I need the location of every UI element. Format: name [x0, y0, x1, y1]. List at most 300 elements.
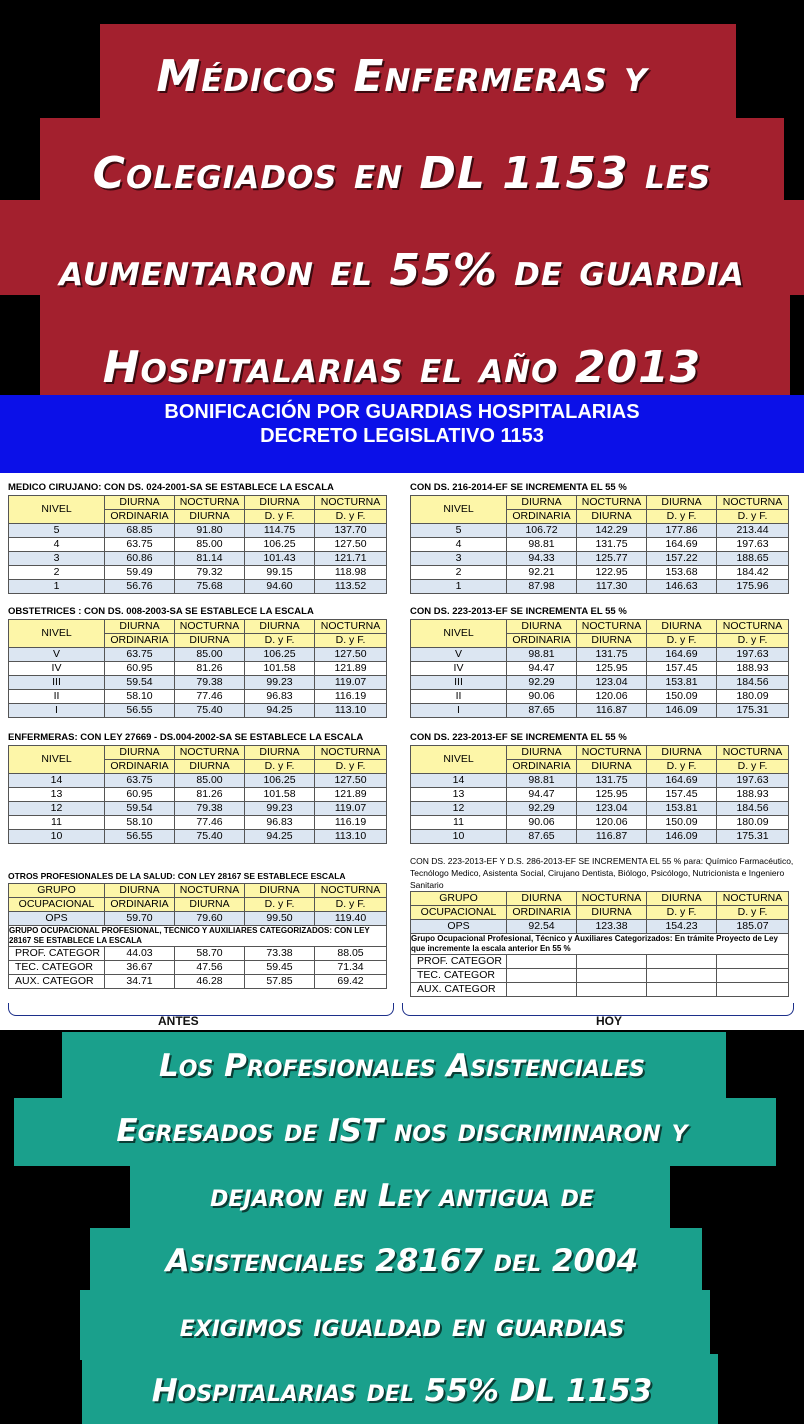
value-cell: 123.04 — [577, 802, 647, 816]
column-header: NOCTURNA — [577, 746, 647, 760]
value-cell: 99.50 — [245, 912, 315, 926]
column-header: DIURNA — [647, 746, 717, 760]
value-cell: 131.75 — [577, 648, 647, 662]
value-cell: 85.00 — [175, 774, 245, 788]
value-cell: 88.05 — [315, 947, 387, 961]
column-header: NIVEL — [411, 620, 507, 648]
level-cell: 12 — [411, 802, 507, 816]
data-table — [8, 883, 387, 989]
table-row — [411, 662, 789, 676]
column-header: DIURNA — [175, 510, 245, 524]
column-header: ORDINARIA — [105, 898, 175, 912]
value-cell: 56.76 — [105, 580, 175, 594]
value-cell: 106.25 — [245, 648, 315, 662]
table-row — [9, 538, 387, 552]
category-row — [9, 961, 387, 975]
data-table — [8, 495, 387, 594]
value-cell: 184.56 — [717, 802, 789, 816]
level-cell: 11 — [9, 816, 105, 830]
value-cell: 60.95 — [105, 662, 175, 676]
value-cell: 69.42 — [315, 975, 387, 989]
column-header: DIURNA — [577, 634, 647, 648]
table-row — [411, 704, 789, 718]
column-header: DIURNA — [507, 620, 577, 634]
table-medico-antes — [8, 481, 387, 594]
value-cell: 71.34 — [315, 961, 387, 975]
category-row — [411, 969, 789, 983]
table-row — [411, 816, 789, 830]
level-cell: 1 — [411, 580, 507, 594]
value-cell: 56.55 — [105, 830, 175, 844]
value-cell: 113.10 — [315, 830, 387, 844]
level-cell: 10 — [411, 830, 507, 844]
column-header: NIVEL — [9, 496, 105, 524]
column-header: ORDINARIA — [105, 760, 175, 774]
value-cell: 146.09 — [647, 830, 717, 844]
column-header: DIURNA — [245, 884, 315, 898]
table-row — [9, 552, 387, 566]
value-cell: 153.81 — [647, 676, 717, 690]
value-cell: 101.58 — [245, 662, 315, 676]
value-cell: 47.56 — [175, 961, 245, 975]
header-row — [9, 884, 387, 898]
value-cell: 77.46 — [175, 816, 245, 830]
column-header: ORDINARIA — [507, 634, 577, 648]
value-cell — [577, 955, 647, 969]
table-enfermeras-hoy — [410, 731, 789, 844]
table-body — [9, 524, 387, 594]
table-row — [9, 648, 387, 662]
table-row — [411, 648, 789, 662]
value-cell: 81.14 — [175, 552, 245, 566]
column-header: DIURNA — [175, 898, 245, 912]
level-cell: 13 — [411, 788, 507, 802]
value-cell — [507, 969, 577, 983]
value-cell: 122.95 — [577, 566, 647, 580]
table-body — [411, 920, 789, 997]
subhead-cell: GRUPO OCUPACIONAL PROFESIONAL, TECNICO Y AUXILIARES CATEGORIZADOS: CON LEY 28167 SE ESTABLECE LA ESCALA — [9, 926, 387, 947]
top-banner — [0, 0, 804, 395]
value-cell: 59.70 — [105, 912, 175, 926]
header-row — [411, 906, 789, 920]
table-header — [411, 892, 789, 920]
value-cell: 123.38 — [577, 920, 647, 934]
value-cell: 150.09 — [647, 816, 717, 830]
table-body — [411, 524, 789, 594]
column-header: NOCTURNA — [175, 746, 245, 760]
value-cell: 56.55 — [105, 704, 175, 718]
column-header: NIVEL — [411, 746, 507, 774]
category-row — [411, 955, 789, 969]
value-cell: 87.65 — [507, 830, 577, 844]
table-body — [411, 774, 789, 844]
value-cell: 121.71 — [315, 552, 387, 566]
value-cell: 117.30 — [577, 580, 647, 594]
value-cell: 157.45 — [647, 662, 717, 676]
column-header: ORDINARIA — [507, 906, 577, 920]
value-cell: 116.19 — [315, 690, 387, 704]
level-cell: I — [411, 704, 507, 718]
subhead-cell: Grupo Ocupacional Profesional, Técnico y Auxiliares Categorizados: En trámite Proyecto de Ley que incremente la escala anterior En 55 % — [411, 934, 789, 955]
column-header: DIURNA — [647, 496, 717, 510]
value-cell: 90.06 — [507, 690, 577, 704]
hoy-label: HOY — [596, 1014, 623, 1028]
value-cell: 60.95 — [105, 788, 175, 802]
category-label: PROF. CATEGOR — [9, 947, 105, 961]
table-row — [411, 524, 789, 538]
value-cell: 131.75 — [577, 538, 647, 552]
value-cell: 125.95 — [577, 788, 647, 802]
level-cell: 4 — [9, 538, 105, 552]
level-cell: 14 — [9, 774, 105, 788]
value-cell: 114.75 — [245, 524, 315, 538]
column-header: NOCTURNA — [577, 496, 647, 510]
top-line: Colegiados en DL 1153 les — [92, 148, 712, 199]
value-cell: 188.93 — [717, 788, 789, 802]
column-header: D. y F. — [717, 634, 789, 648]
column-header: NOCTURNA — [577, 892, 647, 906]
header-subtitle: DECRETO LEGISLATIVO 1153 — [260, 425, 544, 447]
header-row — [9, 898, 387, 912]
value-cell: 68.85 — [105, 524, 175, 538]
category-row — [9, 975, 387, 989]
bottom-line: dejaron en Ley antigua de — [210, 1178, 594, 1214]
level-cell: 12 — [9, 802, 105, 816]
value-cell — [577, 983, 647, 997]
column-header: DIURNA — [175, 760, 245, 774]
table-caption: OTROS PROFESIONALES DE LA SALUD: CON LEY 28167 SE ESTABLECE ESCALA — [8, 871, 346, 881]
table-otros-hoy — [410, 855, 794, 997]
value-cell: 87.98 — [507, 580, 577, 594]
table-enfermeras-antes — [8, 731, 387, 844]
table-row — [411, 552, 789, 566]
column-header: DIURNA — [507, 496, 577, 510]
column-header: NOCTURNA — [717, 892, 789, 906]
table-row — [411, 788, 789, 802]
value-cell: 184.56 — [717, 676, 789, 690]
column-header: ORDINARIA — [507, 760, 577, 774]
category-row — [411, 983, 789, 997]
column-header: D. y F. — [245, 898, 315, 912]
level-cell: 2 — [9, 566, 105, 580]
level-cell: 3 — [9, 552, 105, 566]
column-header: ORDINARIA — [507, 510, 577, 524]
level-cell: 13 — [9, 788, 105, 802]
level-cell: V — [9, 648, 105, 662]
column-header: ORDINARIA — [105, 510, 175, 524]
level-cell: 5 — [9, 524, 105, 538]
value-cell: 94.33 — [507, 552, 577, 566]
top-line: Médicos Enfermeras y — [156, 51, 648, 102]
value-cell: 127.50 — [315, 648, 387, 662]
table-row — [411, 538, 789, 552]
table-row — [9, 816, 387, 830]
value-cell: 175.96 — [717, 580, 789, 594]
table-row — [9, 912, 387, 926]
value-cell: 120.06 — [577, 690, 647, 704]
table-row — [411, 566, 789, 580]
table-row — [9, 676, 387, 690]
table-row — [9, 802, 387, 816]
value-cell: 213.44 — [717, 524, 789, 538]
level-cell: III — [9, 676, 105, 690]
category-label: AUX. CATEGOR — [9, 975, 105, 989]
table-caption: ENFERMERAS: CON LEY 27669 - DS.004-2002-SA SE ESTABLECE LA ESCALA — [8, 732, 364, 743]
value-cell: 175.31 — [717, 830, 789, 844]
value-cell: 121.89 — [315, 662, 387, 676]
value-cell: 94.60 — [245, 580, 315, 594]
value-cell: 75.40 — [175, 704, 245, 718]
level-cell: IV — [9, 662, 105, 676]
table-caption: OBSTETRICES : CON DS. 008-2003-SA SE ESTABLECE LA ESCALA — [8, 606, 314, 617]
value-cell — [507, 955, 577, 969]
value-cell: 79.32 — [175, 566, 245, 580]
table-caption: CON DS. 216-2014-EF SE INCREMENTA EL 55 % — [410, 482, 627, 493]
value-cell: 113.52 — [315, 580, 387, 594]
value-cell: 59.49 — [105, 566, 175, 580]
value-cell: 188.93 — [717, 662, 789, 676]
value-cell: 157.22 — [647, 552, 717, 566]
value-cell: 121.89 — [315, 788, 387, 802]
column-header: DIURNA — [245, 620, 315, 634]
level-cell: II — [411, 690, 507, 704]
value-cell — [717, 955, 789, 969]
table-obstetrices-antes — [8, 605, 387, 718]
value-cell: 154.23 — [647, 920, 717, 934]
table-row — [9, 690, 387, 704]
value-cell: 131.75 — [577, 774, 647, 788]
value-cell: 123.04 — [577, 676, 647, 690]
value-cell: 79.38 — [175, 802, 245, 816]
column-header: DIURNA — [245, 746, 315, 760]
table-row — [9, 566, 387, 580]
category-label: AUX. CATEGOR — [411, 983, 507, 997]
antes-brace — [8, 1003, 394, 1016]
table-body — [9, 648, 387, 718]
table-body — [9, 774, 387, 844]
column-header: D. y F. — [717, 906, 789, 920]
table-row — [9, 774, 387, 788]
column-header: NOCTURNA — [315, 496, 387, 510]
header-title: BONIFICACIÓN POR GUARDIAS HOSPITALARIAS — [164, 401, 640, 423]
table-caption: CON DS. 223-2013-EF SE INCREMENTA EL 55 % — [410, 732, 627, 743]
value-cell: 185.07 — [717, 920, 789, 934]
value-cell: 63.75 — [105, 538, 175, 552]
value-cell: 96.83 — [245, 816, 315, 830]
header-row — [9, 496, 387, 510]
document-header — [0, 395, 804, 473]
value-cell: 92.54 — [507, 920, 577, 934]
value-cell: 180.09 — [717, 816, 789, 830]
value-cell: 98.81 — [507, 648, 577, 662]
column-header: DIURNA — [577, 510, 647, 524]
column-header: DIURNA — [647, 892, 717, 906]
value-cell: 119.40 — [315, 912, 387, 926]
value-cell: 58.10 — [105, 690, 175, 704]
header-row — [411, 496, 789, 510]
value-cell: 125.95 — [577, 662, 647, 676]
column-header: DIURNA — [245, 496, 315, 510]
level-cell: 10 — [9, 830, 105, 844]
data-table — [410, 745, 789, 844]
header-row — [9, 620, 387, 634]
top-line: Hospitalarias el año 2013 — [102, 342, 702, 393]
value-cell: 146.09 — [647, 704, 717, 718]
header-row — [411, 892, 789, 906]
value-cell: 79.38 — [175, 676, 245, 690]
value-cell: 106.25 — [245, 538, 315, 552]
column-header: NOCTURNA — [315, 746, 387, 760]
column-header: NOCTURNA — [577, 620, 647, 634]
value-cell — [647, 955, 717, 969]
column-header: DIURNA — [175, 634, 245, 648]
value-cell: 120.06 — [577, 816, 647, 830]
table-row — [411, 580, 789, 594]
value-cell: 57.85 — [245, 975, 315, 989]
bottom-line: Egresados de IST nos discriminaron y — [116, 1113, 688, 1149]
category-label: PROF. CATEGOR — [411, 955, 507, 969]
header-row — [9, 746, 387, 760]
value-cell: 92.29 — [507, 802, 577, 816]
value-cell: 60.86 — [105, 552, 175, 566]
column-header: NOCTURNA — [175, 884, 245, 898]
value-cell: 75.40 — [175, 830, 245, 844]
column-header: NIVEL — [9, 746, 105, 774]
level-cell: V — [411, 648, 507, 662]
value-cell: 164.69 — [647, 538, 717, 552]
value-cell: 63.75 — [105, 648, 175, 662]
value-cell: 146.63 — [647, 580, 717, 594]
table-row — [9, 662, 387, 676]
table-row — [9, 830, 387, 844]
table-caption: MEDICO CIRUJANO: CON DS. 024-2001-SA SE ESTABLECE LA ESCALA — [8, 482, 334, 493]
column-header: NOCTURNA — [175, 496, 245, 510]
column-header: D. y F. — [245, 510, 315, 524]
column-header: DIURNA — [105, 620, 175, 634]
column-header: D. y F. — [647, 906, 717, 920]
column-header: DIURNA — [647, 620, 717, 634]
table-row — [411, 676, 789, 690]
data-table — [410, 891, 789, 997]
table-header — [9, 496, 387, 524]
value-cell: 106.25 — [245, 774, 315, 788]
table-body — [9, 912, 387, 989]
bottom-line: Hospitalarias del 55% DL 1153 — [151, 1373, 653, 1409]
level-cell: 11 — [411, 816, 507, 830]
value-cell: 94.47 — [507, 662, 577, 676]
column-header: OCUPACIONAL — [411, 906, 507, 920]
value-cell: 197.63 — [717, 538, 789, 552]
value-cell: 96.83 — [245, 690, 315, 704]
level-cell: 5 — [411, 524, 507, 538]
value-cell: 92.29 — [507, 676, 577, 690]
column-header: D. y F. — [717, 760, 789, 774]
value-cell: 153.68 — [647, 566, 717, 580]
value-cell — [647, 983, 717, 997]
value-cell: 127.50 — [315, 538, 387, 552]
value-cell: 116.87 — [577, 830, 647, 844]
column-header: D. y F. — [245, 634, 315, 648]
value-cell: 99.15 — [245, 566, 315, 580]
column-header: DIURNA — [105, 746, 175, 760]
column-header: DIURNA — [507, 746, 577, 760]
value-cell: 63.75 — [105, 774, 175, 788]
data-table — [8, 745, 387, 844]
column-header: DIURNA — [105, 884, 175, 898]
column-header: D. y F. — [647, 760, 717, 774]
subhead-row — [9, 926, 387, 947]
value-cell: 153.81 — [647, 802, 717, 816]
bottom-banner-text — [0, 1034, 804, 1424]
column-header: NOCTURNA — [315, 620, 387, 634]
value-cell: 59.54 — [105, 676, 175, 690]
value-cell: 101.43 — [245, 552, 315, 566]
category-row — [9, 947, 387, 961]
column-header: D. y F. — [315, 760, 387, 774]
value-cell: 77.46 — [175, 690, 245, 704]
column-header: NIVEL — [9, 620, 105, 648]
value-cell: 73.38 — [245, 947, 315, 961]
value-cell: 150.09 — [647, 690, 717, 704]
value-cell: 99.23 — [245, 802, 315, 816]
table-caption: CON DS. 223-2013-EF SE INCREMENTA EL 55 % — [410, 606, 627, 617]
data-table — [410, 495, 789, 594]
table-row — [9, 704, 387, 718]
value-cell: 34.71 — [105, 975, 175, 989]
level-cell: 1 — [9, 580, 105, 594]
value-cell — [577, 969, 647, 983]
value-cell: 177.86 — [647, 524, 717, 538]
value-cell: 58.10 — [105, 816, 175, 830]
column-header: ORDINARIA — [105, 634, 175, 648]
antes-label: ANTES — [158, 1014, 199, 1028]
level-cell: III — [411, 676, 507, 690]
value-cell: 79.60 — [175, 912, 245, 926]
value-cell: 127.50 — [315, 774, 387, 788]
data-table — [410, 619, 789, 718]
value-cell: 113.10 — [315, 704, 387, 718]
column-header: NOCTURNA — [717, 746, 789, 760]
table-row — [9, 524, 387, 538]
bottom-line: Los Profesionales Asistenciales — [159, 1048, 645, 1084]
table-header — [9, 884, 387, 912]
table-header — [411, 620, 789, 648]
header-row — [411, 746, 789, 760]
value-cell: 59.54 — [105, 802, 175, 816]
column-header: DIURNA — [577, 760, 647, 774]
value-cell: 197.63 — [717, 774, 789, 788]
value-cell: 87.65 — [507, 704, 577, 718]
level-cell: OPS — [411, 920, 507, 934]
table-caption: CON DS. 223-2013-EF Y D.S. 286-2013-EF SE INCREMENTA EL 55 % para: Químico Farmacéutico, Tecnólogo Medico, Asistenta Social, Cirujano Dentista, Biólogo, Psicólogo, Nutricionista e Ingeniero Sanitario — [410, 856, 794, 890]
column-header: DIURNA — [507, 892, 577, 906]
column-header: GRUPO — [411, 892, 507, 906]
column-header: D. y F. — [315, 634, 387, 648]
bottom-line: Asistenciales 28167 del 2004 — [165, 1243, 639, 1279]
data-table — [8, 619, 387, 718]
column-header: NOCTURNA — [717, 496, 789, 510]
category-label: TEC. CATEGOR — [9, 961, 105, 975]
value-cell: 125.77 — [577, 552, 647, 566]
level-cell: OPS — [9, 912, 105, 926]
table-row — [411, 802, 789, 816]
level-cell: II — [9, 690, 105, 704]
level-cell: IV — [411, 662, 507, 676]
value-cell: 98.81 — [507, 538, 577, 552]
column-header: NOCTURNA — [315, 884, 387, 898]
value-cell — [717, 983, 789, 997]
table-header — [9, 620, 387, 648]
